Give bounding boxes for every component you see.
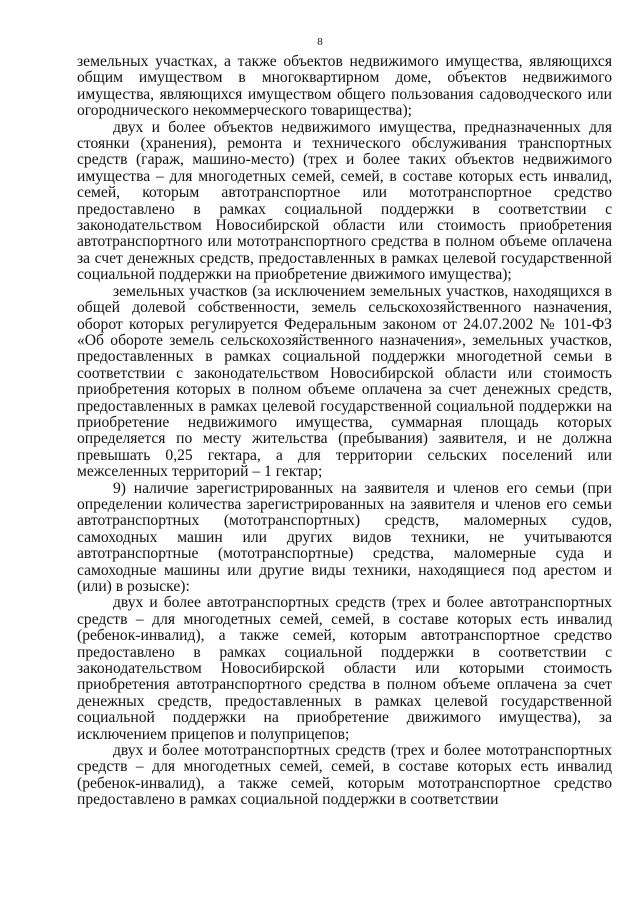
paragraph: 9) наличие зарегистрированных на заявителя и членов его семьи (при определении количества зарегистрированных на заявителя и членов его семьи автотранспортных (мототранспортных) средств, маломерных судов, самоходных машин или других видов техники, не учитываются автотранспортные (мототранспортные) средства, маломерные суда и самоходные машины или другие виды техники, находящиеся под арестом и (или) в розыске): xyxy=(77,479,612,595)
paragraph: земельных участков (за исключением земельных участков, находящихся в общей долевой собственности, земель сельскохозяйственного назначения, оборот которых регулируется Федеральным законом от 24.07.2002 № 101-ФЗ «Об обороте земель сельскохозяйственного назначения», земельных участков, предоставленных в рамках социальной поддержки многодетной семьи в соответствии с законодательством Новосибирской области или стоимость приобретения которых в полном объеме оплачена за счет денежных средств, предоставленных в рамках целевой государственной социальной поддержки на приобретение недвижимого имущества, суммарная площадь которых определяется по месту жительства (пребывания) заявителя, и не должна превышать 0,25 гектара, а для территории сельских поселений или межселенных территорий – 1 гектар; xyxy=(77,282,612,481)
document-body xyxy=(77,54,612,809)
paragraph: двух и более объектов недвижимого имущества, предназначенных для стоянки (хранения), ремонта и технического обслуживания транспортных средств (гараж, машино-место) (трех и более таких объектов недвижимого имущества – для многодетных семей, семей, в составе которых есть инвалид, семей, которым автотранспортное или мототранспортное средство предоставлено в рамках социальной поддержки в соответствии с законодательством Новосибирской области или стоимость приобретения автотранспортного или мототранспортного средства в полном объеме оплачена за счет денежных средств, предоставленных в рамках целевой государственной социальной поддержки на приобретение движимого имущества); xyxy=(77,118,612,284)
paragraph: двух и более мототранспортных средств (трех и более мототранспортных средств – для многодетных семей, семей, в составе которых есть инвалид (ребенок-инвалид), а также семей, которым мототранспортное средство предоставлено в рамках социальной поддержки в соответствии xyxy=(77,742,612,809)
paragraph: двух и более автотранспортных средств (трех и более автотранспортных средств – для многодетных семей, семей, в составе которых есть инвалид (ребенок-инвалид), а также семей, которым автотранспортное средство предоставлено в рамках социальной поддержки в соответствии с законодательством Новосибирской области или которыми стоимость приобретения автотранспортного средства в полном объеме оплачена за счет денежных средств, предоставленных в рамках целевой государственной социальной поддержки на приобретение движимого имущества), за исключением прицепов и полуприцепов; xyxy=(77,594,612,743)
paragraph: земельных участках, а также объектов недвижимого имущества, являющихся общим имуществом в многоквартирном доме, объектов недвижимого имущества, являющихся имуществом общего пользования садоводческого или огороднического некоммерческого товарищества); xyxy=(77,53,612,120)
page-number: 8 xyxy=(317,36,323,48)
